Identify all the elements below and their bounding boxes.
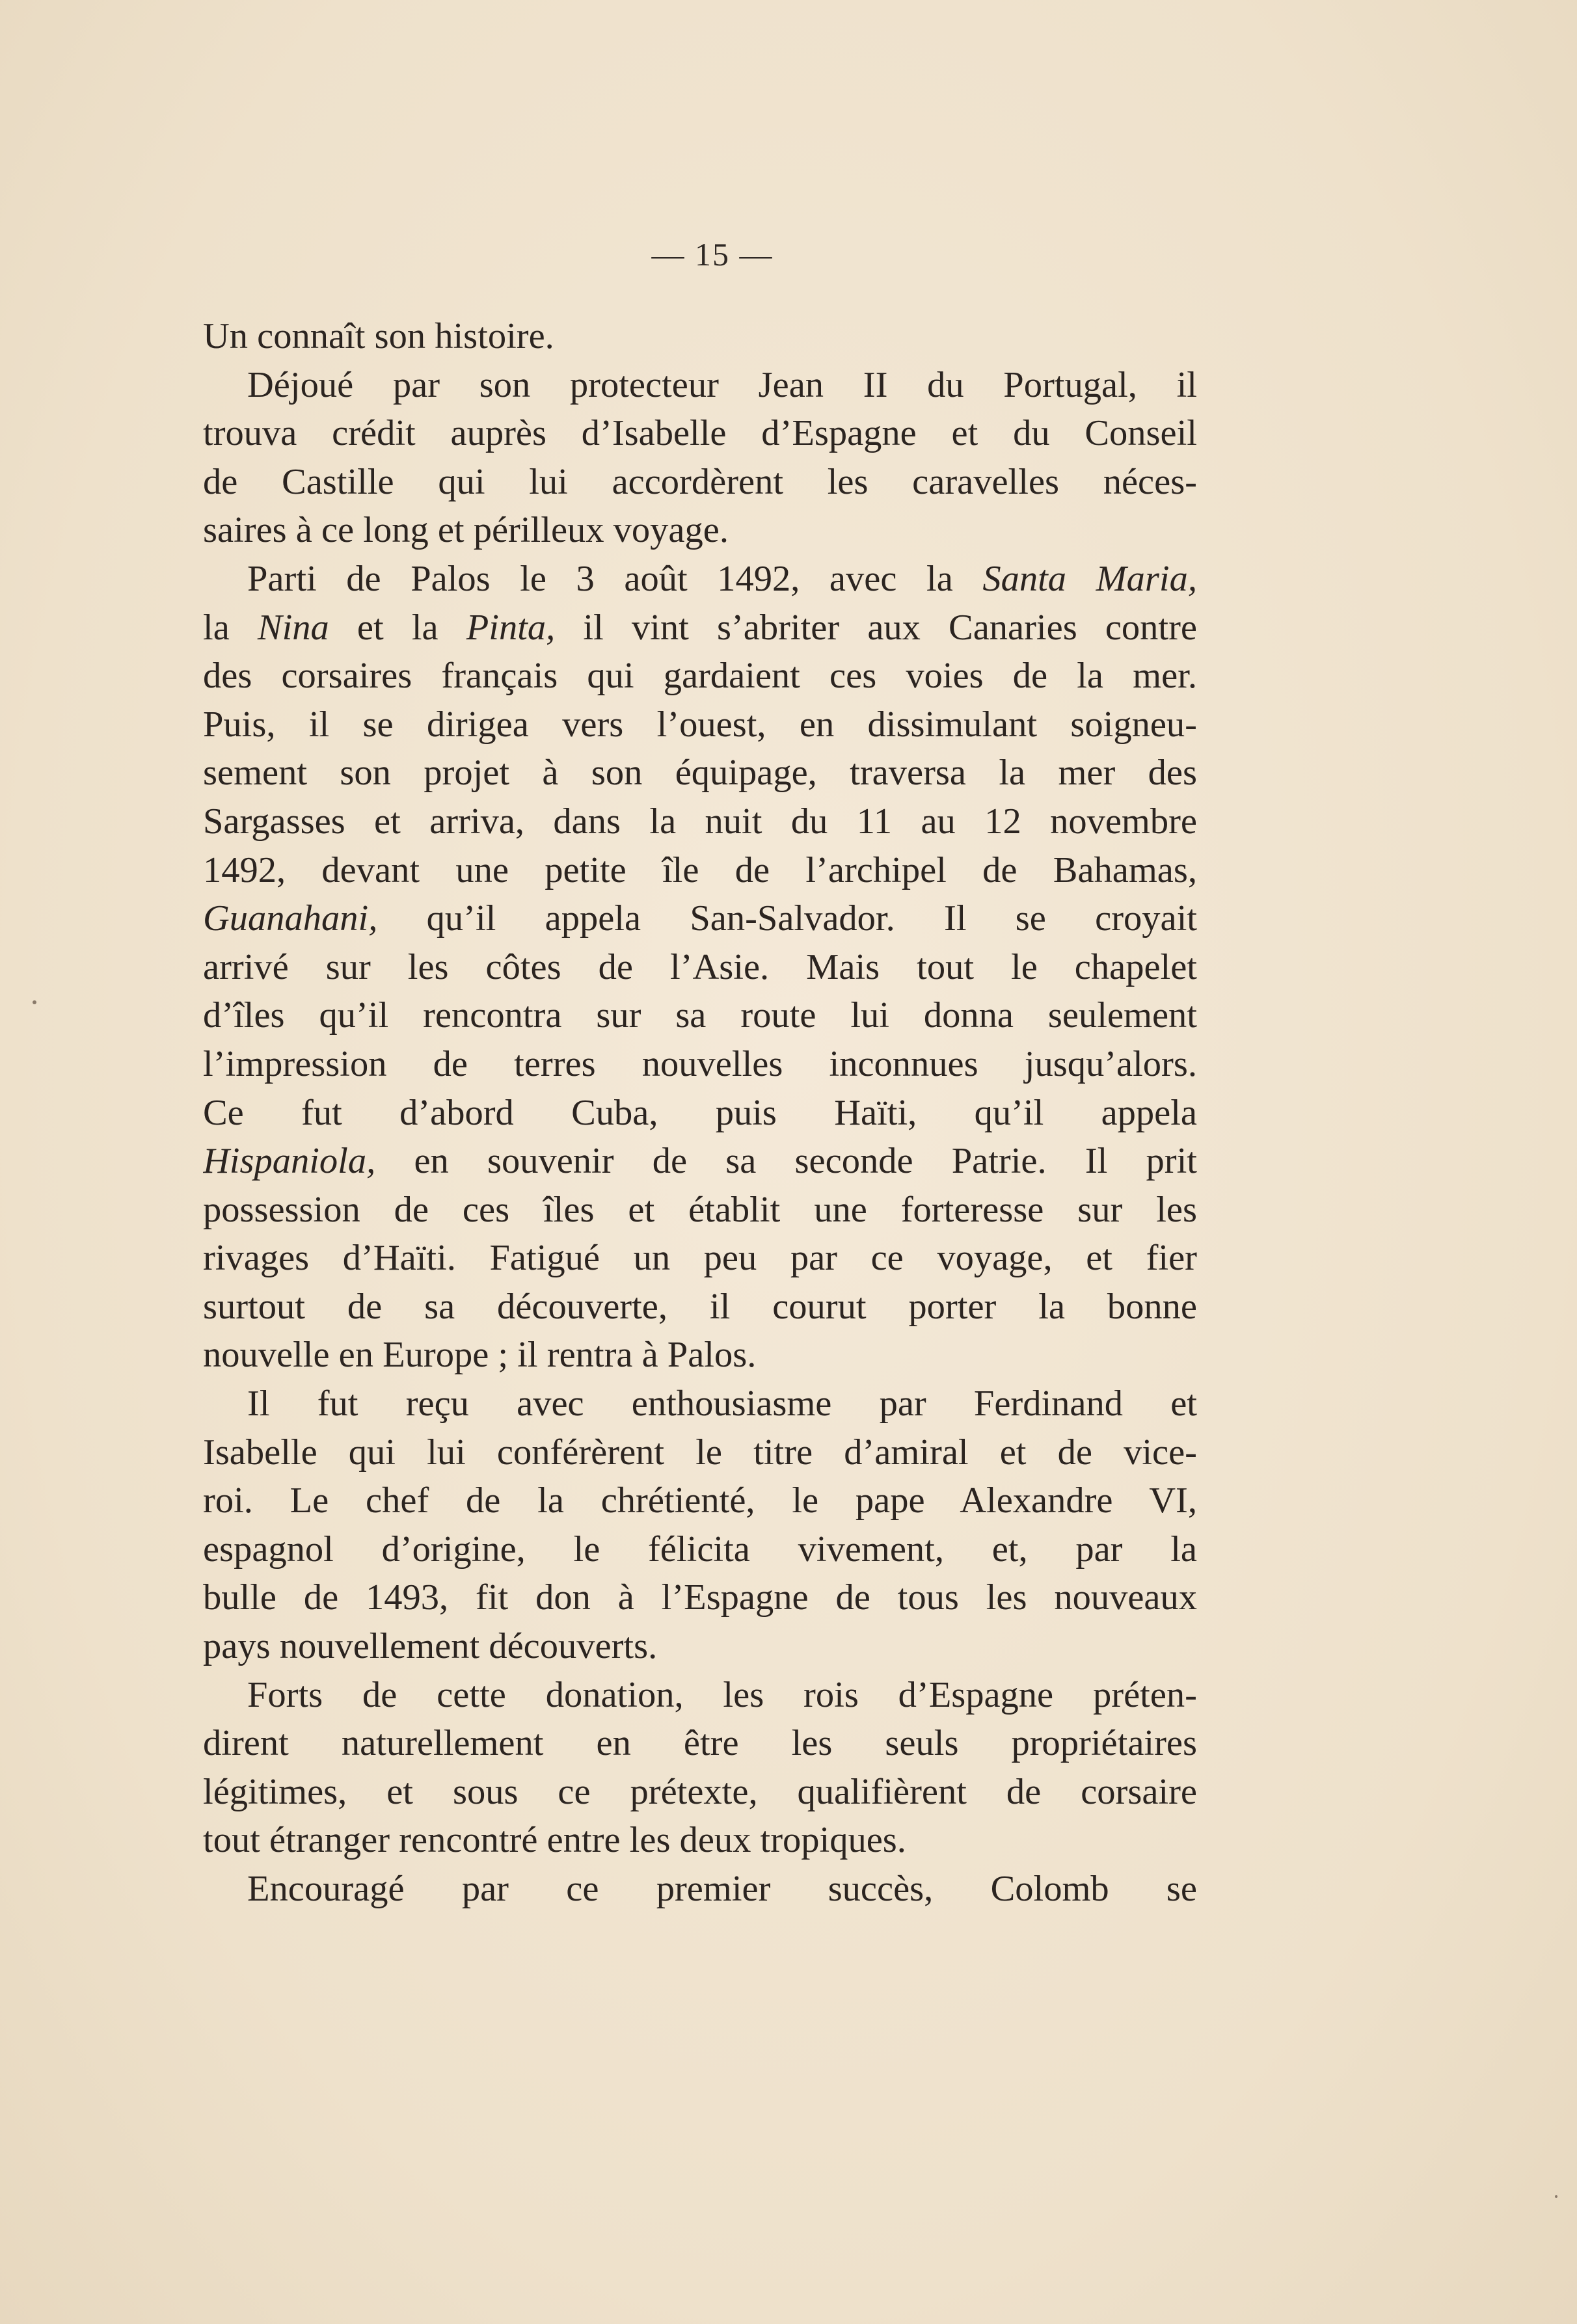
italic-run: Nina	[257, 607, 329, 648]
body-text	[203, 312, 1197, 1914]
text-run: la	[203, 607, 258, 648]
text-line: Sargasses et arriva, dans la nuit du 11 au 12 novembre	[203, 801, 1197, 842]
text-line: Déjoué par son protecteur Jean II du Portugal, il	[247, 364, 1197, 405]
text-line	[203, 604, 1197, 652]
text-line	[203, 894, 1197, 943]
paper-speck	[33, 1000, 36, 1004]
text-line: pays nouvellement découverts.	[203, 1626, 658, 1667]
text-line: Encouragé par ce premier succès, Colomb se	[247, 1869, 1197, 1909]
text-line: Un connaît son histoire.	[203, 316, 554, 356]
text-line: 1492, devant une petite île de l’archipel de Bahamas,	[203, 849, 1197, 890]
text-line: légitimes, et sous ce prétexte, qualifièrent de corsaire	[203, 1771, 1197, 1812]
text-line: Puis, il se dirigea vers l’ouest, en dissimulant soigneu-	[203, 704, 1197, 745]
text-line: de Castille qui lui accordèrent les caravelles néces-	[203, 461, 1197, 502]
text-line: l’impression de terres nouvelles inconnues jusqu’alors.	[203, 1043, 1197, 1084]
text-line: des corsaires français qui gardaient ces voies de la mer.	[203, 656, 1197, 697]
text-line: trouva crédit auprès d’Isabelle d’Espagne et du Conseil	[203, 413, 1197, 454]
text-line: d’îles qu’il rencontra sur sa route lui donna seulement	[203, 995, 1197, 1036]
paper-speck	[1555, 2195, 1557, 2198]
text-line: surtout de sa découverte, il courut porter la bonne	[203, 1286, 1197, 1327]
italic-run: Santa Maria,	[982, 558, 1197, 599]
italic-run: Pinta,	[466, 607, 556, 648]
text-line: dirent naturellement en être les seuls propriétaires	[203, 1723, 1197, 1764]
italic-run: Hispaniola,	[203, 1141, 376, 1182]
text-line: bulle de 1493, fit don à l’Espagne de tous les nouveaux	[203, 1577, 1197, 1618]
text-run: il vint s’abriter aux Canaries contre	[555, 607, 1197, 648]
text-line: saires à ce long et périlleux voyage.	[203, 510, 729, 551]
text-line: arrivé sur les côtes de l’Asie. Mais tout le chapelet	[203, 946, 1197, 987]
text-line: Ce fut d’abord Cuba, puis Haïti, qu’il appela	[203, 1092, 1197, 1133]
text-line: roi. Le chef de la chrétienté, le pape Alexandre VI,	[203, 1480, 1197, 1521]
text-line: rivages d’Haïti. Fatigué un peu par ce voyage, et fier	[203, 1238, 1197, 1279]
text-run: et la	[329, 607, 466, 648]
text-run: Parti de Palos le 3 août 1492, avec la	[247, 558, 983, 599]
page-number: — 15 —	[651, 236, 774, 273]
text-run: en souvenir de sa seconde Patrie. Il prit	[375, 1141, 1197, 1182]
text-run: qu’il appela San-Salvador. Il se croyait	[377, 898, 1197, 939]
text-line: Forts de cette donation, les rois d’Espagne préten-	[247, 1674, 1197, 1715]
text-line: espagnol d’origine, le félicita vivement, et, par la	[203, 1529, 1197, 1569]
text-line: sement son projet à son équipage, traversa la mer des	[203, 753, 1197, 794]
text-line: Isabelle qui lui conférèrent le titre d’amiral et de vice-	[203, 1432, 1197, 1473]
italic-run: Guanahani,	[203, 898, 378, 939]
text-line	[203, 1137, 1197, 1186]
text-line: nouvelle en Europe ; il rentra à Palos.	[203, 1335, 757, 1376]
text-line: Il fut reçu avec enthousiasme par Ferdinand et	[247, 1383, 1197, 1424]
text-line	[203, 555, 1197, 604]
text-line: possession de ces îles et établit une forteresse sur les	[203, 1189, 1197, 1230]
text-line: tout étranger rencontré entre les deux tropiques.	[203, 1820, 906, 1861]
